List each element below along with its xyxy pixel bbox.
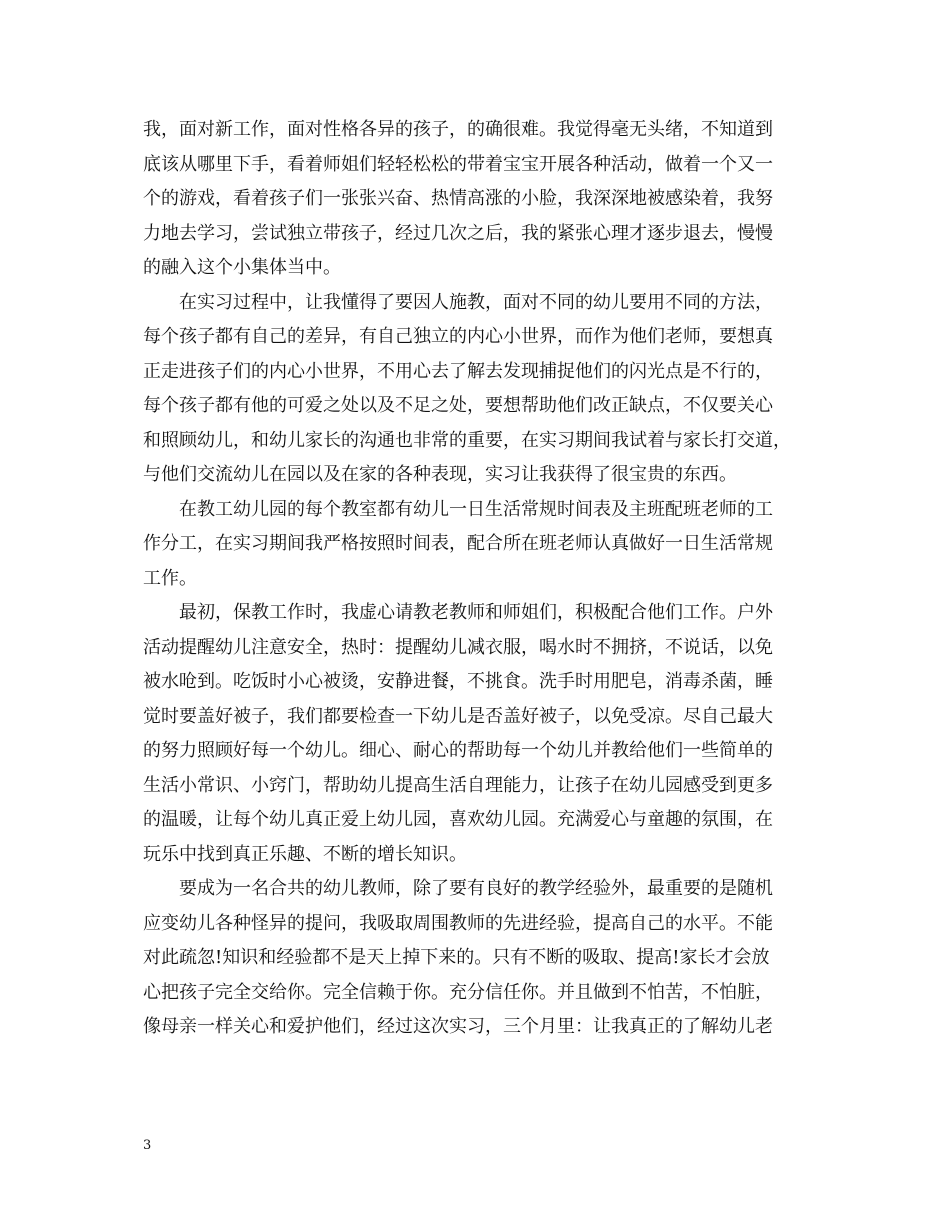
- text-line: 心把孩子完全交给你。完全信赖于你。充分信任你。并且做到不怕苦，不怕脏，: [143, 981, 773, 1003]
- text-line: 每个孩子都有自己的差异，有自己独立的内心小世界，而作为他们老师，要想真: [143, 326, 773, 347]
- paragraph-first-line: 在实习过程中，让我懂得了要因人施教，面对不同的幼儿要用不同的方法，: [179, 291, 773, 313]
- text-line: 应变幼儿各种怪异的提问，我吸取周围教师的先进经验，提高自己的水平。不能: [143, 912, 773, 934]
- text-line: 底该从哪里下手，看着师姐们轻轻松松的带着宝宝开展各种活动，做着一个又一: [143, 153, 773, 175]
- text-line: 觉时要盖好被子，我们都要检查一下幼儿是否盖好被子，以免受凉。尽自己最大: [143, 705, 773, 727]
- text-line: 的融入这个小集体当中。: [143, 257, 341, 278]
- text-line: 活动提醒幼儿注意安全，热时：提醒幼儿减衣服，喝水时不拥挤，不说话，以免: [143, 636, 773, 658]
- text-line: 个的游戏，看着孩子们一张张兴奋、热情高涨的小脸，我深深地被感染着，我努: [143, 188, 773, 209]
- text-line: 的温暖，让每个幼儿真正爱上幼儿园，喜欢幼儿园。充满爱心与童趣的氛围，在: [143, 809, 773, 830]
- text-line: 正走进孩子们的内心小世界，不用心去了解去发现捕捉他们的闪光点是不行的，: [143, 360, 773, 382]
- body-text: [143, 113, 818, 1045]
- text-line: 每个孩子都有他的可爱之处以及不足之处，要想帮助他们改正缺点，不仅要关心: [143, 395, 773, 416]
- text-line: 被水呛到。吃饭时小心被烫，安静进餐，不挑食。洗手时用肥皂，消毒杀菌，睡: [143, 671, 773, 692]
- text-line: 对此疏忽!知识和经验都不是天上掉下来的。只有不断的吸取、提高!家长才会放: [143, 947, 770, 968]
- text-line: 力地去学习，尝试独立带孩子，经过几次之后，我的紧张心理才逐步退去，慢慢: [143, 222, 773, 244]
- text-line: 的努力照顾好每一个幼儿。细心、耐心的帮助每一个幼儿并教给他们一些简单的: [143, 740, 773, 761]
- paragraph-first-line: 最初，保教工作时，我虚心请教老教师和师姐们，积极配合他们工作。户外: [179, 602, 773, 623]
- paragraph-first-line: 在教工幼儿园的每个教室都有幼儿一日生活常规时间表及主班配班老师的工: [179, 498, 773, 520]
- text-line: 作分工，在实习期间我严格按照时间表，配合所在班老师认真做好一日生活常规: [143, 533, 773, 554]
- text-line: 玩乐中找到真正乐趣、不断的增长知识。: [143, 843, 467, 865]
- text-line: 像母亲一样关心和爱护他们，经过这次实习，三个月里：让我真正的了解幼儿老: [143, 1016, 773, 1037]
- paragraph-first-line: 要成为一名合共的幼儿教师，除了要有良好的教学经验外，最重要的是随机: [179, 878, 773, 899]
- text-line: 工作。: [143, 567, 197, 589]
- page-number: 3: [143, 1138, 152, 1153]
- text-line: 生活小常识、小窍门，帮助幼儿提高生活自理能力，让孩子在幼儿园感受到更多: [143, 774, 773, 796]
- text-line: 与他们交流幼儿在园以及在家的各种表现，实习让我获得了很宝贵的东西。: [143, 464, 737, 485]
- text-line: 我，面对新工作，面对性格各异的孩子，的确很难。我觉得毫无头绪，不知道到: [143, 119, 773, 140]
- text-line: 和照顾幼儿，和幼儿家长的沟通也非常的重要，在实习期间我试着与家长打交道，: [143, 429, 791, 451]
